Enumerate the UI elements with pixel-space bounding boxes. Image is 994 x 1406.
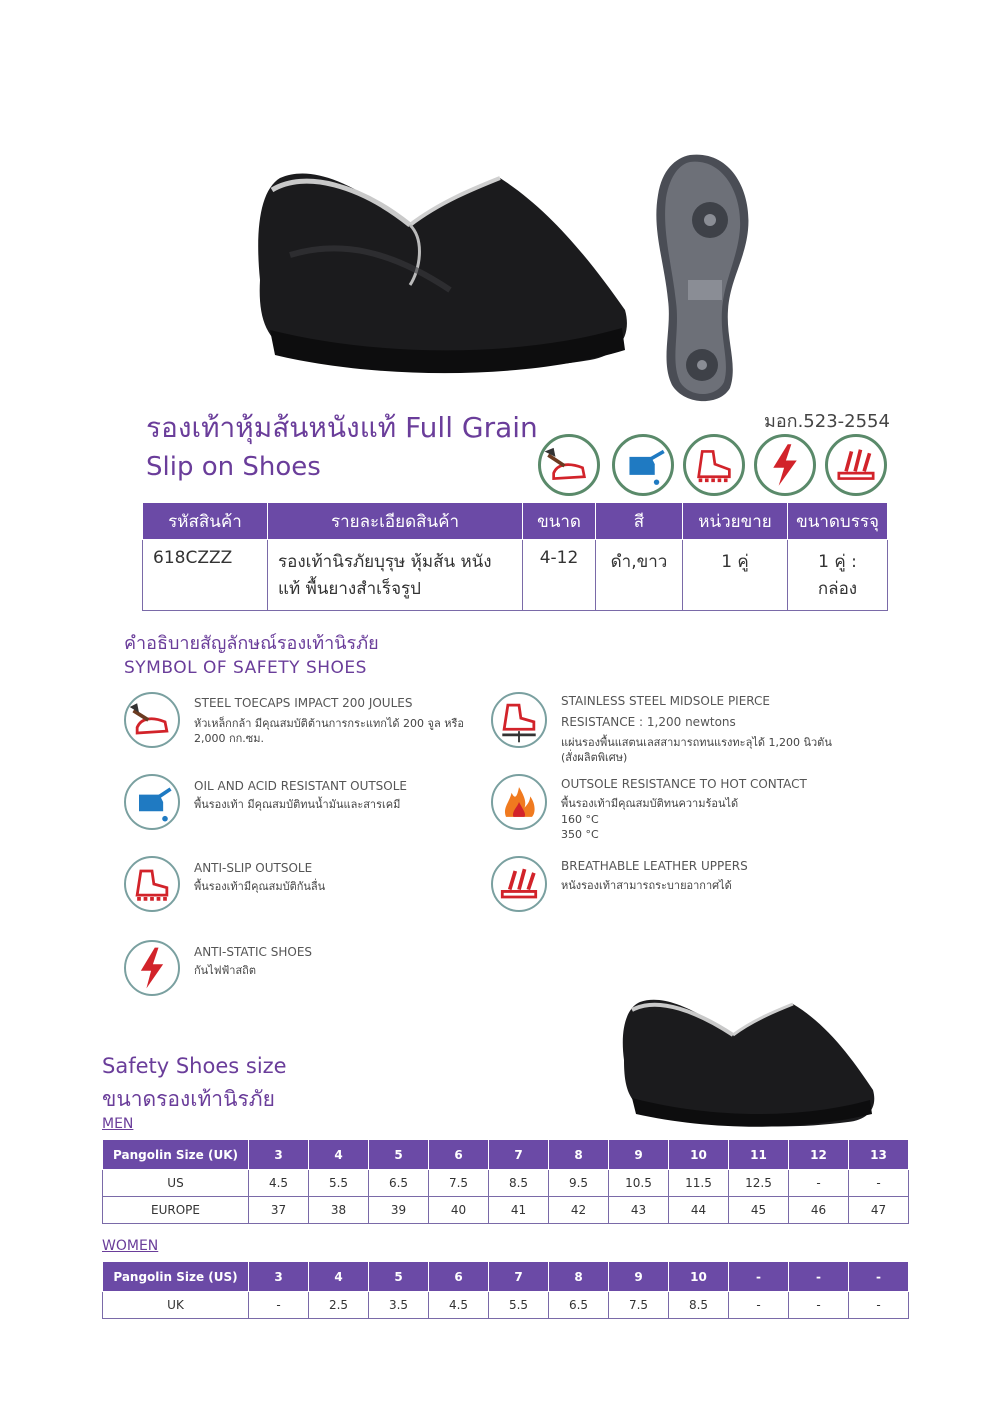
symbol-title: ANTI-SLIP OUTSOLE xyxy=(194,861,313,875)
table-cell: 41 xyxy=(489,1197,549,1224)
table-cell: 40 xyxy=(429,1197,489,1224)
table-cell: - xyxy=(849,1170,909,1197)
anti-slip-icon xyxy=(683,434,745,496)
men-header-cell: 9 xyxy=(609,1140,669,1170)
women-header-cell: 5 xyxy=(369,1262,429,1292)
table-cell: 38 xyxy=(309,1197,369,1224)
table-row xyxy=(103,1170,909,1197)
table-row xyxy=(103,1197,909,1224)
shoe-side-image xyxy=(250,150,635,385)
col-color: สี xyxy=(596,503,683,540)
table-cell: 47 xyxy=(849,1197,909,1224)
table-cell: 4.5 xyxy=(429,1292,489,1319)
oil-acid-icon xyxy=(124,774,180,830)
symbol-title: OIL AND ACID RESISTANT OUTSOLE xyxy=(194,779,408,793)
col-code: รหัสสินค้า xyxy=(143,503,268,540)
table-cell: 8.5 xyxy=(489,1170,549,1197)
table-cell: 3.5 xyxy=(369,1292,429,1319)
symbol-title: BREATHABLE LEATHER UPPERS xyxy=(561,859,748,873)
table-cell: EUROPE xyxy=(103,1197,249,1224)
cell-code: 618CZZZ xyxy=(143,540,268,611)
women-header-cell: 4 xyxy=(309,1262,369,1292)
men-header-cell: 10 xyxy=(669,1140,729,1170)
men-header-cell: 12 xyxy=(789,1140,849,1170)
symbol-desc: แผ่นรองพื้นแสตนเลสสามารถทนแรงทะลุได้ 1,200 นิวตัน (สั่งผลิตพิเศษ) xyxy=(561,736,832,764)
cell-pack: 1 คู่ : กล่อง xyxy=(788,540,888,611)
symbol-temp-2: 350 °C xyxy=(561,828,599,841)
women-header-cell: Pangolin Size (US) xyxy=(103,1262,249,1292)
women-header-cell: - xyxy=(789,1262,849,1292)
men-header-cell: 13 xyxy=(849,1140,909,1170)
table-cell: 2.5 xyxy=(309,1292,369,1319)
steel-toecap-icon xyxy=(538,434,600,496)
table-cell: - xyxy=(789,1170,849,1197)
table-cell: 6.5 xyxy=(549,1292,609,1319)
table-cell: 10.5 xyxy=(609,1170,669,1197)
breathable-icon xyxy=(491,856,547,912)
product-table xyxy=(142,502,888,611)
table-cell: 8.5 xyxy=(669,1292,729,1319)
col-unit: หน่วยขาย xyxy=(683,503,788,540)
men-header-cell: 3 xyxy=(249,1140,309,1170)
col-pack: ขนาดบรรจุ xyxy=(788,503,888,540)
symbol-title: STAINLESS STEEL MIDSOLE PIERCE xyxy=(561,694,771,708)
table-cell: 12.5 xyxy=(729,1170,789,1197)
table-cell: - xyxy=(729,1292,789,1319)
men-header-cell: 4 xyxy=(309,1140,369,1170)
symbol-section-title-en: SYMBOL OF SAFETY SHOES xyxy=(124,658,367,678)
women-header-cell: 6 xyxy=(429,1262,489,1292)
hot-contact-icon xyxy=(491,774,547,830)
women-header-cell: 10 xyxy=(669,1262,729,1292)
men-header-cell: 8 xyxy=(549,1140,609,1170)
symbol-desc: พื้นรองเท้ามีคุณสมบัติกันลื่น xyxy=(194,880,326,893)
col-detail: รายละเอียดสินค้า xyxy=(268,503,523,540)
symbol-temp-1: 160 °C xyxy=(561,813,599,826)
men-header-cell: Pangolin Size (UK) xyxy=(103,1140,249,1170)
symbol-desc: พื้นรองเท้ามีคุณสมบัติทนความร้อนได้ xyxy=(561,797,739,810)
table-cell: 46 xyxy=(789,1197,849,1224)
col-size: ขนาด xyxy=(523,503,596,540)
men-header-cell: 5 xyxy=(369,1140,429,1170)
oil-acid-icon xyxy=(612,434,674,496)
size-section-title-th: ขนาดรองเท้านิรภัย xyxy=(102,1087,275,1111)
table-cell: 37 xyxy=(249,1197,309,1224)
men-header-cell: 7 xyxy=(489,1140,549,1170)
table-cell: - xyxy=(249,1292,309,1319)
product-title-en: Slip on Shoes xyxy=(146,452,321,482)
anti-static-icon xyxy=(754,434,816,496)
table-cell: 45 xyxy=(729,1197,789,1224)
women-header-cell: 9 xyxy=(609,1262,669,1292)
steel-toecap-icon xyxy=(124,692,180,748)
table-cell: 43 xyxy=(609,1197,669,1224)
symbol-subtitle: RESISTANCE : 1,200 newtons xyxy=(561,715,736,729)
women-header-cell: 8 xyxy=(549,1262,609,1292)
symbol-desc: หนังรองเท้าสามารถระบายอากาศได้ xyxy=(561,879,732,892)
women-label: WOMEN xyxy=(102,1238,159,1254)
men-size-table xyxy=(102,1139,909,1224)
shoe-sole-image xyxy=(650,150,755,405)
table-row xyxy=(143,540,888,611)
symbol-desc: พื้นรองเท้า มีคุณสมบัติทนน้ำมันและสารเคมี xyxy=(194,798,401,811)
symbol-title: OUTSOLE RESISTANCE TO HOT CONTACT xyxy=(561,777,807,791)
table-cell: 5.5 xyxy=(489,1292,549,1319)
anti-slip-icon xyxy=(124,856,180,912)
table-cell: 7.5 xyxy=(429,1170,489,1197)
shoe-small-image xyxy=(618,990,880,1130)
table-cell: 4.5 xyxy=(249,1170,309,1197)
midsole-pierce-icon xyxy=(491,692,547,748)
women-header-cell: - xyxy=(729,1262,789,1292)
table-cell: 42 xyxy=(549,1197,609,1224)
symbol-desc: หัวเหล็กกล้า มีคุณสมบัติต้านการกระแทกได้ 200 จูล หรือ 2,000 กก.ซม. xyxy=(194,717,464,745)
cell-size: 4-12 xyxy=(523,540,596,611)
women-header-cell: - xyxy=(849,1262,909,1292)
table-cell: - xyxy=(789,1292,849,1319)
men-label: MEN xyxy=(102,1116,134,1132)
women-header-cell: 7 xyxy=(489,1262,549,1292)
table-cell: - xyxy=(849,1292,909,1319)
table-cell: 39 xyxy=(369,1197,429,1224)
women-size-table xyxy=(102,1261,909,1319)
table-cell: 9.5 xyxy=(549,1170,609,1197)
breathable-icon xyxy=(825,434,887,496)
table-cell: 5.5 xyxy=(309,1170,369,1197)
table-row xyxy=(103,1292,909,1319)
men-header-cell: 11 xyxy=(729,1140,789,1170)
women-header-cell: 3 xyxy=(249,1262,309,1292)
symbol-title: STEEL TOECAPS IMPACT 200 JOULES xyxy=(194,696,413,710)
table-cell: 11.5 xyxy=(669,1170,729,1197)
size-section-title-en: Safety Shoes size xyxy=(102,1054,287,1078)
table-cell: UK xyxy=(103,1292,249,1319)
symbol-desc: กันไฟฟ้าสถิต xyxy=(194,964,256,977)
table-cell: US xyxy=(103,1170,249,1197)
cell-color: ดำ,ขาว xyxy=(596,540,683,611)
symbol-title: ANTI-STATIC SHOES xyxy=(194,945,313,959)
cell-detail: รองเท้านิรภัยบุรุษ หุ้มส้น หนังแท้ พื้นยางสำเร็จรูป xyxy=(268,540,523,611)
product-title-th: รองเท้าหุ้มส้นหนังแท้ Full Grain xyxy=(146,411,538,444)
table-cell: 6.5 xyxy=(369,1170,429,1197)
standard-code: มอก.523-2554 xyxy=(764,411,890,432)
table-cell: 7.5 xyxy=(609,1292,669,1319)
symbol-section-title-th: คำอธิบายสัญลักษณ์รองเท้านิรภัย xyxy=(124,633,379,654)
table-cell: 44 xyxy=(669,1197,729,1224)
cell-unit: 1 คู่ xyxy=(683,540,788,611)
men-header-cell: 6 xyxy=(429,1140,489,1170)
anti-static-icon xyxy=(124,940,180,996)
